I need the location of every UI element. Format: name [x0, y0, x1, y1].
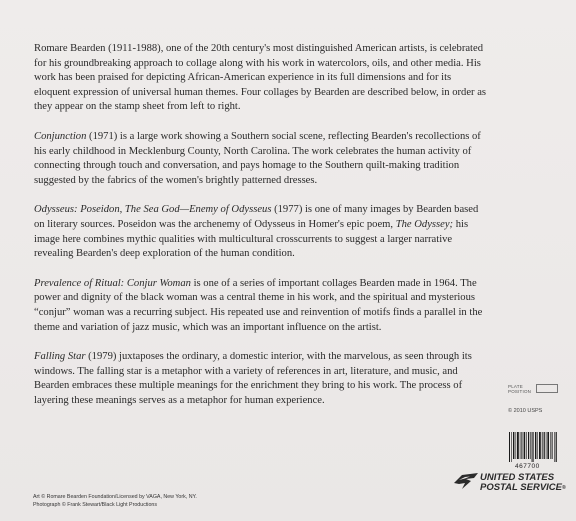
falling-star-text: (1979) juxtaposes the ordinary, a domestic interior, with the marvelous, as seen through its windows. The falling star is a metaphor with a variety of references in art, literature, and music, and Bearden embraces these multiple meanings for the enrichment they bring to his work. The process of layering these meanings serves as a metaphor for human experience. — [34, 351, 472, 406]
paragraph-intro — [34, 42, 489, 115]
paragraph-falling-star — [34, 350, 489, 408]
title-falling-star: Falling Star — [34, 351, 86, 363]
title-conjunction: Conjunction — [34, 130, 87, 142]
plate-label-line2: POSITION — [508, 389, 532, 394]
description-text — [34, 42, 489, 423]
registered-mark: ® — [562, 485, 566, 492]
credit-photograph: Photograph © Frank Stewart/Black Light Productions — [33, 501, 158, 508]
paragraph-prevalence — [34, 277, 489, 335]
photo-credits — [33, 494, 197, 509]
usps-line1: UNITED STATES — [480, 472, 555, 483]
usps-wordmark — [480, 473, 566, 493]
barcode-icon — [509, 432, 557, 462]
usps-logo — [453, 471, 565, 495]
plate-position-box — [536, 384, 558, 393]
conjunction-text: (1971) is a large work showing a Southern social scene, reflecting Bearden's recollections of his early childhood in Mecklenburg County, North Carolina. The work celebrates the human activity of connecting through touch and conversation, and pays homage to the Southern quilt-making tradition suggested by the fabrics of the women's brightly patterned dresses. — [34, 130, 481, 186]
title-odysseus: Odysseus: Poseidon, The Sea God—Enemy of Odysseus — [34, 204, 272, 216]
paragraph-conjunction — [34, 130, 489, 188]
usps-line2 — [480, 483, 566, 493]
eagle-icon — [453, 472, 479, 492]
odysseus-text-b: his image here combines mythic qualities with multicultural crosscurrents to suggest a larger narrative revealing Bearden's deep exploration of the human condition. — [34, 218, 469, 260]
credit-art: Art © Romare Bearden Foundation/Licensed by VAGA, New York, NY. — [33, 494, 197, 500]
usps-copyright: © 2010 USPS — [508, 408, 543, 414]
prevalence-text: is one of a series of important collages Bearden made in 1964. The power and dignity of the black woman was a central theme in his work, and the spiritual and mysterious “conjur” woman was a recurring subject. His repeated use and reinvention of motifs finds a parallel in the theme and variation of jazz music, which was an important influence on the artist. — [34, 277, 483, 333]
plate-label-line1: PLATE — [508, 384, 523, 389]
title-prevalence: Prevalence of Ritual: Conjur Woman — [34, 277, 191, 289]
barcode-number: 467700 — [515, 463, 540, 470]
title-odyssey-poem: The Odyssey; — [395, 218, 454, 230]
odysseus-text-a: (1977) is one of many images by Bearden based on literary sources. Poseidon was the archenemy of Odysseus in Homer's epic poem, — [34, 204, 479, 230]
intro-text: Romare Bearden (1911-1988), one of the 20th century's most distinguished American artists, is celebrated for his groundbreaking approach to collage along with his work in watercolors, oils, and other media. His work has been praised for depicting African-American experience in its full dimensions and for its eloquent expression of universal human themes. Four collages by Bearden are described below, in order as they appear on the stamp sheet from left to right. — [34, 43, 487, 113]
paragraph-odysseus — [34, 203, 489, 261]
plate-position-block — [508, 384, 568, 414]
usps-line2-text: POSTAL SERVICE — [480, 482, 562, 494]
